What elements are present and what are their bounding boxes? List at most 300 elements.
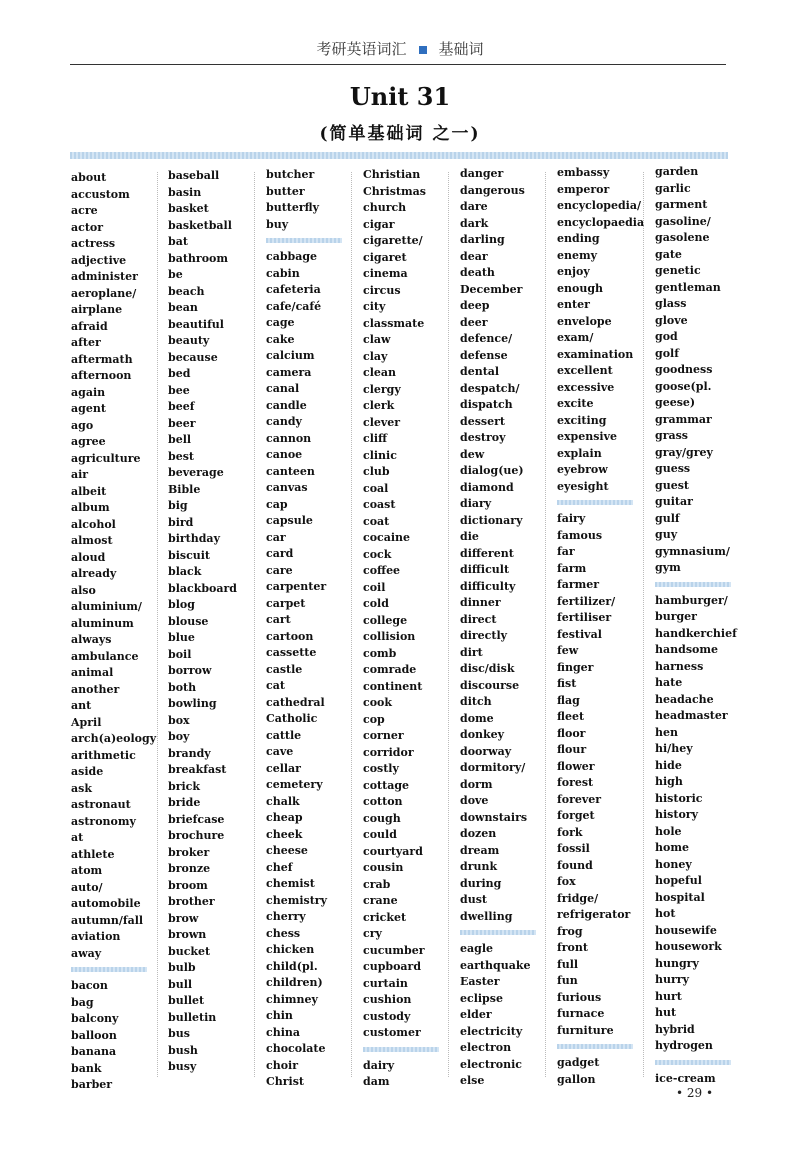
vocab-word: canteen — [266, 464, 315, 478]
vocab-word: brick — [168, 779, 200, 793]
vocab-word: care — [266, 563, 293, 577]
vocab-word: agriculture — [71, 451, 141, 465]
vocab-word: children) — [266, 976, 323, 989]
vocab-word: beauty — [168, 334, 210, 347]
unit-title: Unit 31 — [349, 82, 451, 111]
vocab-word: glass — [655, 297, 687, 310]
vocab-word: discourse — [460, 678, 520, 692]
vocab-word: explain — [557, 446, 602, 460]
vocab-word: deer — [460, 315, 488, 329]
vocab-word: direct — [460, 612, 497, 626]
vocab-word: December — [460, 282, 523, 296]
vocab-word: card — [266, 547, 294, 560]
vocab-word: cock — [363, 547, 392, 561]
vocab-word: alcohol — [71, 517, 116, 531]
vocab-word: April — [71, 715, 102, 729]
vocab-word: customer — [363, 1026, 421, 1039]
vocab-word: autumn/fall — [71, 913, 144, 927]
vocab-word: calcium — [266, 349, 315, 362]
vocab-word: aloud — [71, 550, 106, 564]
vocab-word: aluminum — [71, 616, 134, 630]
vocab-word: front — [557, 941, 588, 954]
vocab-word: eagle — [460, 942, 493, 955]
vocab-word: hamburger/ — [655, 593, 728, 607]
vocab-word: bride — [168, 796, 201, 809]
vocab-word: basketball — [168, 218, 232, 232]
vocab-word: candle — [266, 398, 307, 412]
vocab-word: blue — [168, 631, 195, 644]
vocab-word: chocolate — [266, 1042, 326, 1055]
section-divider-band — [655, 1060, 731, 1065]
vocab-word: busy — [168, 1060, 197, 1073]
vocab-word: hi/hey — [655, 742, 693, 755]
vocab-word: flower — [557, 759, 595, 773]
vocab-word: Easter — [460, 975, 500, 988]
vocab-word: fleet — [557, 710, 585, 723]
vocab-word: another — [71, 682, 120, 696]
vocab-word: gulf — [655, 511, 680, 525]
vocab-word: beer — [168, 416, 196, 430]
vocab-word: ant — [71, 699, 92, 712]
vocab-word: basin — [168, 185, 202, 199]
vocab-word: automobile — [71, 897, 141, 910]
vocab-word: expensive — [557, 430, 618, 443]
vocab-word: defense — [460, 348, 508, 362]
vocab-word: album — [71, 501, 110, 514]
vocab-word: different — [460, 546, 514, 560]
vocab-word: bacon — [71, 979, 108, 992]
vocab-word: grass — [655, 429, 688, 442]
vocab-word: borrow — [168, 664, 212, 677]
vocab-word: flag — [557, 693, 580, 707]
vocab-word: cartoon — [266, 629, 314, 643]
vocab-word: festival — [557, 627, 602, 641]
column-divider — [448, 172, 449, 1077]
vocab-word: aftermath — [71, 352, 133, 366]
vocab-word: brandy — [168, 746, 211, 760]
vocab-word: carpenter — [266, 580, 327, 593]
vocab-word: beach — [168, 284, 205, 298]
vocab-word: fairy — [557, 512, 586, 525]
vocab-word: farm — [557, 561, 587, 575]
vocab-word: almost — [71, 534, 113, 547]
vocab-word: birthday — [168, 532, 220, 545]
vocab-word: cherry — [266, 910, 306, 923]
vocab-word: dispatch — [460, 398, 513, 411]
vocab-word: electricity — [460, 1024, 523, 1038]
vocab-word: cake — [266, 332, 295, 346]
vocab-word: fertilizer/ — [557, 594, 616, 608]
top-divider-band — [70, 152, 728, 159]
vocab-word: few — [557, 644, 579, 657]
vocab-word: cheek — [266, 827, 303, 841]
vocab-word: broker — [168, 845, 210, 859]
vocab-word: best — [168, 449, 194, 463]
vocab-word: hydrogen — [655, 1039, 713, 1052]
vocab-word: glove — [655, 313, 688, 327]
vocab-word: Christmas — [363, 184, 426, 198]
vocab-word: fist — [557, 677, 577, 690]
vocab-word: black — [168, 565, 202, 578]
vocab-word: blouse — [168, 614, 209, 628]
vocab-word: dessert — [460, 414, 505, 428]
vocab-word: flour — [557, 743, 587, 756]
vocab-word: away — [71, 946, 102, 960]
vocab-word: bat — [168, 235, 188, 248]
vocab-word: box — [168, 713, 190, 727]
vocab-word: butterfly — [266, 201, 320, 214]
vocab-word: excellent — [557, 364, 613, 377]
vocab-word: forget — [557, 809, 595, 822]
vocab-word: hurt — [655, 989, 682, 1003]
vocab-word: brow — [168, 911, 199, 925]
vocab-word: floor — [557, 726, 586, 740]
vocab-word: atom — [71, 864, 103, 877]
vocab-word: college — [363, 613, 408, 627]
vocab-word: cafe/café — [266, 299, 322, 313]
vocab-word: city — [363, 300, 386, 313]
vocab-word: cemetery — [266, 778, 323, 791]
vocab-word: forever — [557, 792, 602, 806]
vocab-word: deep — [460, 299, 490, 312]
vocab-word: despatch/ — [460, 381, 520, 395]
vocab-word: boy — [168, 730, 190, 743]
vocab-word: bronze — [168, 862, 211, 875]
vocab-word: cat — [266, 679, 285, 692]
vocab-word: beverage — [168, 466, 224, 479]
vocab-word: balloon — [71, 1028, 117, 1042]
vocab-word: dangerous — [460, 183, 525, 197]
unit-subtitle: (简单基础词 之一) — [319, 124, 481, 144]
vocab-word: canoe — [266, 448, 303, 461]
vocab-word: cathedral — [266, 695, 325, 709]
vocab-word: history — [655, 808, 698, 821]
vocab-word: afraid — [71, 319, 108, 333]
section-divider-band — [363, 1047, 439, 1052]
vocab-word: administer — [71, 270, 138, 283]
vocab-word: cushion — [363, 993, 412, 1006]
vocab-word: albeit — [71, 484, 107, 498]
vocab-word: chin — [266, 1009, 293, 1022]
column-divider — [157, 172, 158, 1077]
vocab-word: accustom — [71, 187, 130, 201]
vocab-word: broom — [168, 878, 208, 892]
vocab-word: disc/disk — [460, 662, 515, 675]
vocab-word: examination — [557, 347, 634, 361]
vocab-word: excite — [557, 397, 594, 410]
vocab-word: breakfast — [168, 763, 227, 776]
vocab-word: barber — [71, 1078, 113, 1091]
vocab-word: hopeful — [655, 874, 702, 887]
vocab-word: handkerchief — [655, 626, 737, 640]
vocab-word: collision — [363, 630, 416, 643]
vocab-word: brown — [168, 928, 207, 941]
vocab-word: earthquake — [460, 958, 531, 972]
vocab-word: because — [168, 350, 218, 364]
vocab-word: die — [460, 530, 479, 543]
vocab-word: circus — [363, 283, 401, 297]
vocab-word: diamond — [460, 480, 514, 494]
vocab-word: dew — [460, 447, 485, 461]
vocab-word: cafeteria — [266, 283, 321, 296]
vocab-word: comrade — [363, 663, 417, 676]
page-number: • 29 • — [676, 1086, 714, 1100]
vocab-word: clay — [363, 349, 388, 363]
vocab-word: dam — [363, 1075, 390, 1088]
vocab-word: bathroom — [168, 251, 229, 265]
vocab-word: chef — [266, 860, 293, 874]
vocab-word: dialog(ue) — [460, 464, 524, 477]
vocab-word: fun — [557, 974, 578, 987]
vocab-word: furious — [557, 990, 602, 1004]
vocab-word: geese) — [655, 396, 696, 409]
word-column-5 — [460, 166, 550, 1090]
vocab-word: grammar — [655, 412, 712, 426]
vocab-word: bullet — [168, 994, 205, 1007]
vocab-word: dear — [460, 249, 488, 263]
vocab-word: death — [460, 266, 495, 279]
vocab-word: electron — [460, 1041, 512, 1054]
header-section: 基础词 — [438, 40, 484, 58]
vocab-word: during — [460, 876, 502, 890]
vocab-word: cook — [363, 696, 392, 709]
vocab-word: refrigerator — [557, 908, 631, 921]
vocab-word: fertiliser — [557, 611, 612, 624]
vocab-word: corridor — [363, 745, 414, 759]
vocab-word: afternoon — [71, 369, 132, 382]
section-divider-band — [460, 930, 536, 935]
vocab-word: cellar — [266, 761, 301, 775]
vocab-word: defence/ — [460, 332, 513, 345]
vocab-word: cough — [363, 811, 401, 825]
vocab-word: dirt — [460, 645, 483, 659]
vocab-word: handsome — [655, 643, 718, 656]
column-divider — [643, 172, 644, 1077]
vocab-word: dream — [460, 843, 500, 857]
section-divider-band — [557, 500, 633, 505]
vocab-word: ending — [557, 232, 600, 245]
vocab-word: elder — [460, 1008, 492, 1021]
vocab-word: crane — [363, 894, 398, 907]
vocab-word: garden — [655, 165, 699, 178]
vocab-word: already — [71, 567, 117, 580]
vocab-word: candy — [266, 415, 302, 428]
vocab-word: cupboard — [363, 960, 422, 973]
vocab-word: clinic — [363, 448, 397, 462]
vocab-word: agent — [71, 402, 106, 415]
vocab-word: chess — [266, 926, 301, 940]
vocab-word: far — [557, 545, 575, 558]
vocab-word: adjective — [71, 253, 127, 267]
vocab-word: goodness — [655, 363, 713, 376]
section-divider-band — [266, 238, 342, 243]
vocab-word: bus — [168, 1027, 190, 1040]
vocab-word: aside — [71, 765, 104, 778]
vocab-word: cliff — [363, 432, 388, 445]
vocab-word: gymnasium/ — [655, 544, 730, 558]
vocab-word: enter — [557, 298, 590, 311]
vocab-word: hungry — [655, 956, 699, 970]
vocab-word: acre — [71, 204, 98, 217]
vocab-word: arch(a)eology — [71, 732, 157, 745]
vocab-word: cap — [266, 497, 288, 511]
vocab-word: hurry — [655, 973, 689, 986]
vocab-word: cousin — [363, 861, 404, 874]
vocab-word: cigaret — [363, 250, 407, 264]
vocab-word: housework — [655, 940, 722, 953]
vocab-word: butcher — [266, 168, 315, 181]
column-divider — [545, 172, 546, 1077]
vocab-word: dinner — [460, 596, 501, 609]
vocab-word: both — [168, 680, 197, 694]
vocab-word: cheese — [266, 844, 308, 857]
vocab-word: gallon — [557, 1072, 596, 1086]
vocab-word: aluminium/ — [71, 600, 142, 613]
vocab-word: gym — [655, 561, 681, 574]
vocab-word: capsule — [266, 514, 313, 527]
header-book-title: 考研英语词汇 — [316, 40, 407, 58]
vocab-word: canal — [266, 382, 300, 395]
running-header — [0, 38, 800, 59]
vocab-word: goose(pl. — [655, 379, 712, 393]
vocab-word: continent — [363, 679, 423, 693]
vocab-word: dove — [460, 794, 489, 807]
vocab-word: ask — [71, 781, 92, 795]
vocab-word: doorway — [460, 744, 512, 758]
vocab-word: directly — [460, 629, 508, 642]
vocab-word: finger — [557, 660, 594, 674]
vocab-word: athlete — [71, 847, 115, 861]
vocab-word: coast — [363, 498, 396, 511]
vocab-word: guitar — [655, 495, 693, 508]
vocab-word: hole — [655, 824, 682, 838]
vocab-word: housewife — [655, 923, 717, 937]
vocab-word: be — [168, 268, 183, 281]
vocab-word: dust — [460, 893, 487, 906]
vocab-word: garment — [655, 198, 708, 211]
vocab-word: child(pl. — [266, 959, 318, 973]
vocab-word: curtain — [363, 976, 408, 990]
vocab-word: ambulance — [71, 649, 139, 663]
vocab-word: astronomy — [71, 814, 136, 828]
vocab-word: danger — [460, 167, 504, 180]
vocab-word: carpet — [266, 596, 306, 610]
vocab-word: coil — [363, 580, 386, 594]
vocab-word: costly — [363, 762, 399, 775]
vocab-word: bag — [71, 995, 94, 1009]
vocab-word: dorm — [460, 777, 493, 791]
column-divider — [351, 172, 352, 1077]
vocab-word: actor — [71, 220, 104, 234]
section-divider-band — [71, 967, 147, 972]
vocab-word: gray/grey — [655, 445, 713, 459]
vocab-word: chemist — [266, 877, 315, 890]
vocab-word: cinema — [363, 267, 408, 280]
vocab-word: god — [655, 330, 678, 343]
vocab-word: cabbage — [266, 250, 318, 263]
vocab-word: cheap — [266, 811, 303, 824]
vocab-word: airplane — [71, 303, 123, 316]
vocab-word: aeroplane/ — [71, 286, 137, 300]
vocab-word: bulletin — [168, 1010, 217, 1024]
vocab-word: hen — [655, 725, 678, 739]
vocab-word: camera — [266, 365, 312, 379]
vocab-word: electronic — [460, 1057, 522, 1071]
vocab-word: enemy — [557, 248, 598, 262]
vocab-word: darling — [460, 233, 505, 246]
vocab-word: air — [71, 468, 89, 481]
vocab-word: custody — [363, 1009, 411, 1023]
vocab-word: fox — [557, 875, 576, 888]
vocab-word: dozen — [460, 827, 497, 840]
vocab-word: gate — [655, 247, 682, 261]
vocab-word: brother — [168, 895, 215, 908]
vocab-word: bean — [168, 301, 198, 314]
vocab-word: beef — [168, 400, 195, 413]
vocab-word: hybrid — [655, 1022, 695, 1036]
word-column-6 — [557, 165, 647, 1088]
vocab-word: donkey — [460, 728, 505, 741]
vocab-word: choir — [266, 1058, 299, 1072]
vocab-word: cigar — [363, 217, 395, 231]
vocab-word: bull — [168, 977, 193, 991]
vocab-word: butter — [266, 184, 305, 198]
vocab-word: Bible — [168, 482, 201, 496]
vocab-word: briefcase — [168, 812, 225, 826]
vocab-word: dormitory/ — [460, 761, 526, 774]
vocab-word: bowling — [168, 697, 217, 710]
vocab-word: guest — [655, 478, 689, 492]
vocab-word: clergy — [363, 382, 401, 396]
vocab-word: dwelling — [460, 909, 513, 923]
vocab-word: auto/ — [71, 880, 103, 894]
vocab-word: home — [655, 841, 689, 854]
vocab-word: else — [460, 1074, 485, 1087]
vocab-word: fridge/ — [557, 891, 599, 905]
vocab-word: difficult — [460, 563, 510, 576]
vocab-word: embassy — [557, 166, 610, 179]
vocab-word: gentleman — [655, 280, 721, 294]
vocab-word: gasolene — [655, 231, 710, 244]
square-bullet-icon — [419, 46, 427, 54]
vocab-word: cottage — [363, 778, 410, 792]
vocab-word: farmer — [557, 578, 600, 591]
vocab-word: full — [557, 957, 579, 971]
vocab-word: frog — [557, 924, 583, 938]
vocab-word: cave — [266, 745, 294, 758]
column-divider — [254, 172, 255, 1077]
word-column-3 — [266, 167, 356, 1091]
vocab-word: downstairs — [460, 810, 528, 824]
vocab-word: always — [71, 633, 112, 646]
vocab-word: after — [71, 336, 101, 349]
vocab-word: bucket — [168, 944, 211, 958]
vocab-word: hot — [655, 907, 676, 920]
vocab-word: bank — [71, 1061, 102, 1075]
vocab-word: bush — [168, 1043, 198, 1057]
word-column-1 — [71, 170, 161, 1094]
vocab-word: cassette — [266, 646, 317, 659]
vocab-word: banana — [71, 1045, 117, 1058]
vocab-word: cricket — [363, 910, 407, 924]
vocab-word: cocaine — [363, 531, 411, 544]
vocab-word: hut — [655, 1006, 677, 1019]
vocab-word: animal — [71, 666, 114, 679]
vocab-word: golf — [655, 346, 679, 360]
vocab-word: fossil — [557, 842, 590, 855]
vocab-word: bulb — [168, 961, 196, 974]
vocab-word: high — [655, 775, 683, 788]
